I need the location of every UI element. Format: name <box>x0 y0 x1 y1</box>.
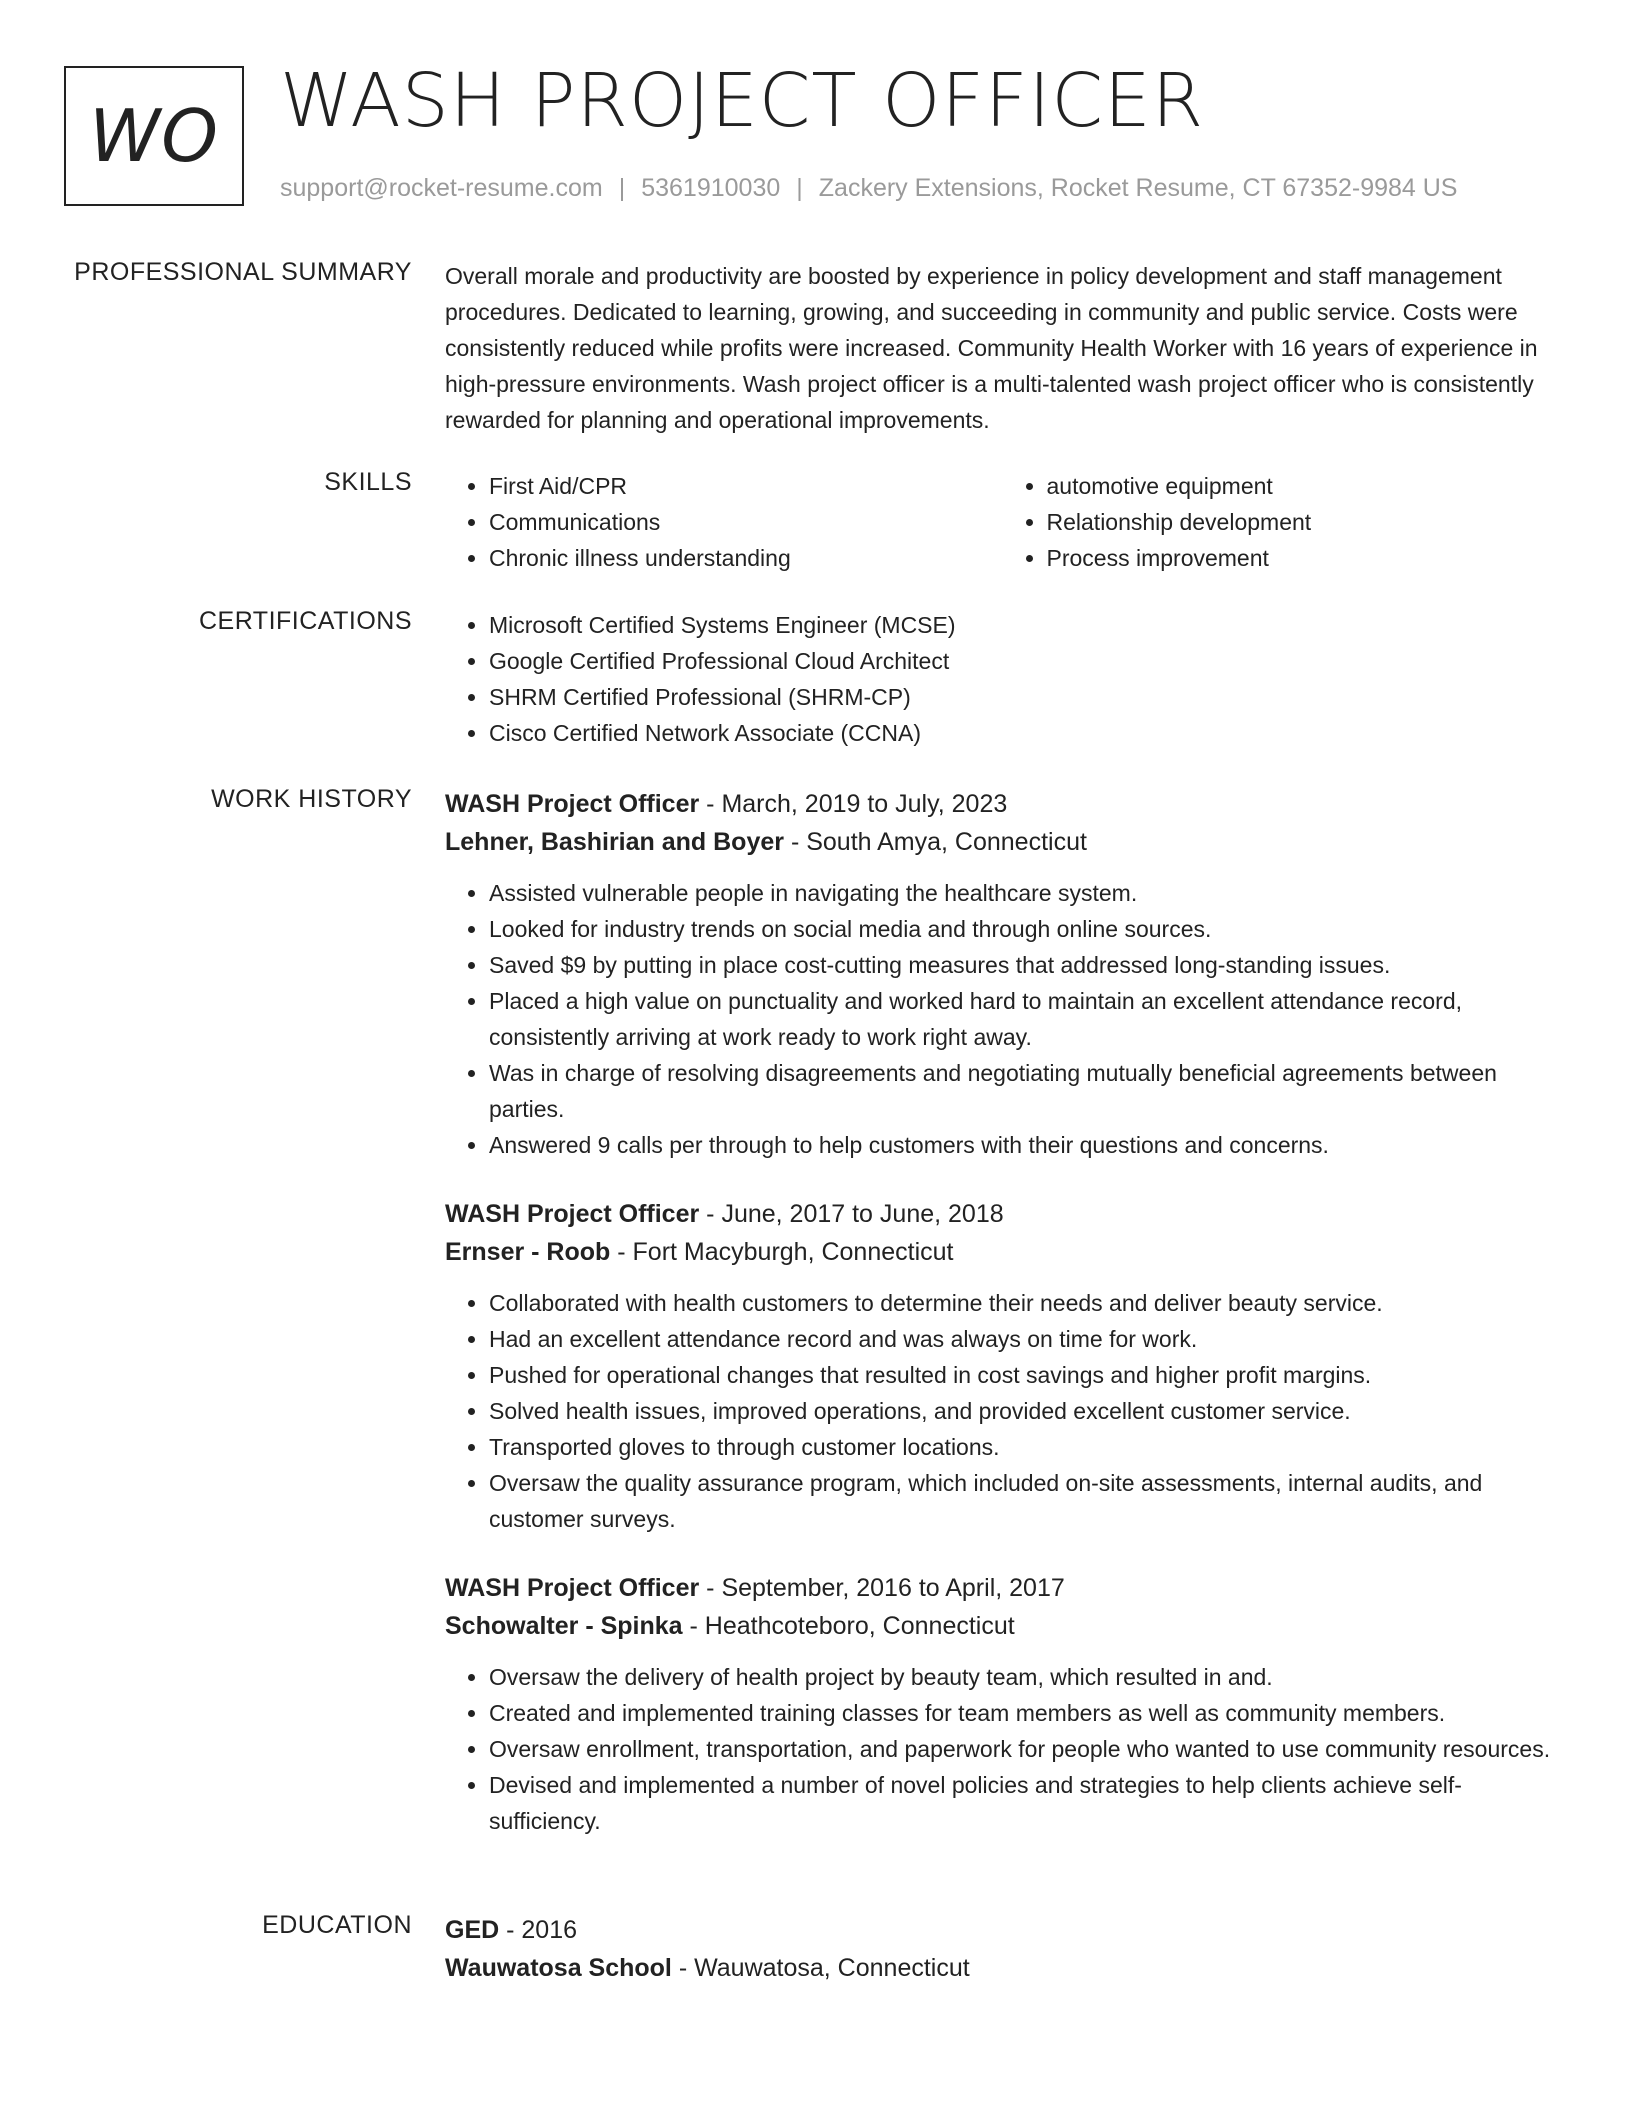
email[interactable]: support@rocket-resume.com <box>280 174 603 202</box>
job-company-line <box>445 1233 1560 1271</box>
separator: | <box>796 174 803 202</box>
job-title-line <box>445 785 1560 823</box>
education-year: - 2016 <box>499 1916 578 1944</box>
skills-list <box>445 468 1560 576</box>
company-name: Schowalter - Spinka <box>445 1612 683 1640</box>
phone[interactable]: 5361910030 <box>641 174 781 202</box>
skill-item: • automotive equipment <box>1047 468 1561 504</box>
monogram: WO <box>64 66 244 206</box>
contact-line <box>280 174 1458 203</box>
job-bullet: • Looked for industry trends on social media and through online sources. <box>489 911 1560 947</box>
section-content <box>445 258 1560 438</box>
job-title: WASH Project Officer <box>445 1574 700 1602</box>
job-bullet: • Had an excellent attendance record and was always on time for work. <box>489 1321 1560 1357</box>
degree-line <box>445 1911 1560 1949</box>
page-title: WASH PROJECT OFFICER <box>280 58 1205 144</box>
section-label: EDUCATION <box>262 1911 412 1939</box>
skill-item: • Chronic illness understanding <box>489 540 1003 576</box>
certification-item: • SHRM Certified Professional (SHRM-CP) <box>489 679 1560 715</box>
job-bullets <box>445 1659 1560 1839</box>
job-bullets <box>445 875 1560 1163</box>
job-dates: - March, 2019 to July, 2023 <box>699 790 1008 818</box>
degree: GED <box>445 1916 500 1944</box>
job-bullet: • Created and implemented training classes for team members as well as community members. <box>489 1695 1560 1731</box>
section-content <box>445 1911 1560 1987</box>
job-company-line <box>445 1607 1560 1645</box>
section-label: PROFESSIONAL SUMMARY <box>74 258 412 286</box>
job-bullet: • Oversaw enrollment, transportation, and paperwork for people who wanted to use community resources. <box>489 1731 1560 1767</box>
skills-column-left <box>445 468 1003 576</box>
job-bullet: • Solved health issues, improved operations, and provided excellent customer service. <box>489 1393 1560 1429</box>
job-dates: - June, 2017 to June, 2018 <box>699 1200 1004 1228</box>
skill-item: • First Aid/CPR <box>489 468 1003 504</box>
address: Zackery Extensions, Rocket Resume, CT 67352-9984 US <box>818 174 1458 202</box>
job-bullet: • Transported gloves to through customer locations. <box>489 1429 1560 1465</box>
job-bullet: • Answered 9 calls per through to help customers with their questions and concerns. <box>489 1127 1560 1163</box>
job-dates: - September, 2016 to April, 2017 <box>699 1574 1065 1602</box>
job-title-line <box>445 1569 1560 1607</box>
separator: | <box>618 174 626 202</box>
skill-item: • Process improvement <box>1047 540 1561 576</box>
job-title-line <box>445 1195 1560 1233</box>
job-bullet: • Placed a high value on punctuality and worked hard to maintain an excellent attendance record, consistently arriving at work ready to work right away. <box>489 983 1560 1055</box>
section-label: CERTIFICATIONS <box>198 607 412 635</box>
company-name: Lehner, Bashirian and Boyer <box>445 828 784 856</box>
job-location: - Fort Macyburgh, Connecticut <box>610 1238 954 1266</box>
school-line <box>445 1949 1560 1987</box>
school-name: Wauwatosa School <box>445 1954 672 1982</box>
job-title: WASH Project Officer <box>445 790 700 818</box>
job-bullet: • Assisted vulnerable people in navigating the healthcare system. <box>489 875 1560 911</box>
job-title: WASH Project Officer <box>445 1200 700 1228</box>
job-bullet: • Collaborated with health customers to determine their needs and deliver beauty service. <box>489 1285 1560 1321</box>
certification-item: • Cisco Certified Network Associate (CCNA) <box>489 715 1560 751</box>
certification-item: • Google Certified Professional Cloud Architect <box>489 643 1560 679</box>
job-entry <box>445 1195 1560 1537</box>
skills-column-right <box>1003 468 1561 576</box>
job-bullet: • Devised and implemented a number of novel policies and strategies to help clients achieve self-sufficiency. <box>489 1767 1560 1839</box>
school-location: - Wauwatosa, Connecticut <box>671 1954 970 1982</box>
summary-text: Overall morale and productivity are boosted by experience in policy development and staff management procedures. Dedicated to learning, growing, and succeeding in community and public service. Costs were consistently reduced while profits were increased. Community Health Worker with 16 years of experience in high-pressure environments. Wash project officer is a multi-talented wash project officer who is consistently rewarded for planning and operational improvements. <box>445 263 1538 433</box>
section-label: WORK HISTORY <box>211 785 412 813</box>
job-location: - Heathcoteboro, Connecticut <box>682 1612 1015 1640</box>
job-entry <box>445 1569 1560 1839</box>
skill-item: • Relationship development <box>1047 504 1561 540</box>
job-bullet: • Pushed for operational changes that resulted in cost savings and higher profit margins. <box>489 1357 1560 1393</box>
job-entry <box>445 785 1560 1163</box>
company-name: Ernser - Roob <box>445 1238 611 1266</box>
job-location: - South Amya, Connecticut <box>784 828 1087 856</box>
section-label: SKILLS <box>324 468 412 496</box>
job-bullet: • Saved $9 by putting in place cost-cutting measures that addressed long-standing issues. <box>489 947 1560 983</box>
certification-item: • Microsoft Certified Systems Engineer (MCSE) <box>489 607 1560 643</box>
job-bullet: • Oversaw the quality assurance program, which included on-site assessments, internal audits, and customer surveys. <box>489 1465 1560 1537</box>
job-company-line <box>445 823 1560 861</box>
skill-item: • Communications <box>489 504 1003 540</box>
job-bullet: • Oversaw the delivery of health project by beauty team, which resulted in and. <box>489 1659 1560 1695</box>
section-content <box>445 607 1560 751</box>
section-content <box>445 785 1560 1839</box>
job-bullet: • Was in charge of resolving disagreements and negotiating mutually beneficial agreements between parties. <box>489 1055 1560 1127</box>
job-bullets <box>445 1285 1560 1537</box>
certifications-list <box>445 607 1560 751</box>
